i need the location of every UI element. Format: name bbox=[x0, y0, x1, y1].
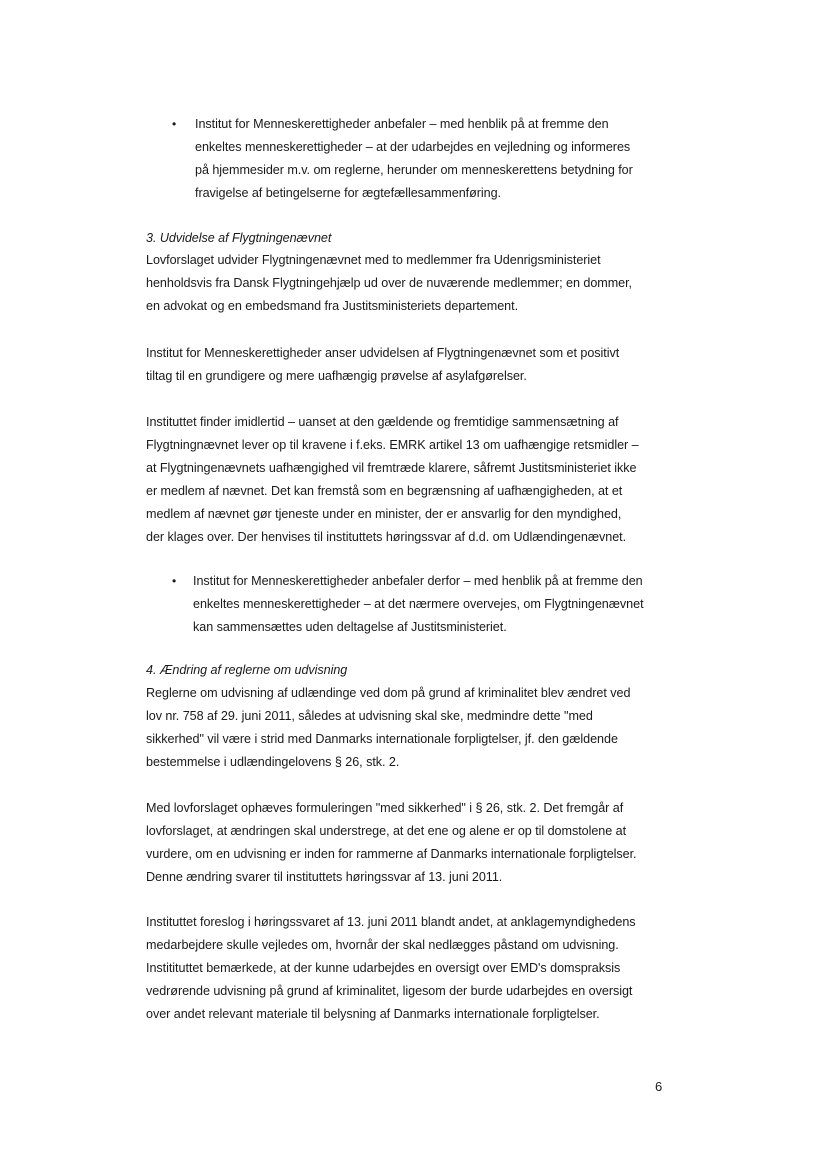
text-line: at Flygtningenævnets uafhængighed vil fremtræde klarere, såfremt Justitsministeriet ikke bbox=[146, 461, 637, 475]
text-line: vedrørende udvisning på grund af kriminalitet, ligesom der burde udarbejdes en oversigt bbox=[146, 984, 633, 998]
text-line: henholdsvis fra Dansk Flygtningehjælp ud over de nuværende medlemmer; en dommer, bbox=[146, 276, 633, 290]
text-line: Lovforslaget udvider Flygtningenævnet med to medlemmer fra Udenrigsministeriet bbox=[146, 253, 601, 267]
text-line: er medlem af nævnet. Det kan fremstå som en begrænsning af uafhængigheden, at et bbox=[146, 484, 623, 498]
bullet-line: enkeltes menneskerettigheder – at der udarbejdes en vejledning og informeres bbox=[195, 140, 631, 154]
bullet-marker: • bbox=[172, 574, 177, 588]
text-line: en advokat og en embedsmand fra Justitsministeriets departement. bbox=[146, 299, 519, 313]
text-line: Institut for Menneskerettigheder anser udvidelsen af Flygtningenævnet som et positivt bbox=[146, 346, 620, 360]
text-line: tiltag til en grundigere og mere uafhængig prøvelse af asylafgørelser. bbox=[146, 369, 527, 383]
text-line: Institituttet bemærkede, at der kunne udarbejdes en oversigt over EMD's domspraksis bbox=[146, 961, 621, 975]
text-line: lovforslaget, at ændringen skal understrege, at det ene og alene er op til domstolene at bbox=[146, 824, 627, 838]
text-line: medarbejdere skulle vejledes om, hvornår der skal nedlægges påstand om udvisning. bbox=[146, 938, 619, 952]
text-line: sikkerhed" vil være i strid med Danmarks internationale forpligtelser, jf. den gældende bbox=[146, 732, 618, 746]
text-line: lov nr. 758 af 29. juni 2011, således at udvisning skal ske, medmindre dette "med bbox=[146, 709, 593, 723]
section-heading: 4. Ændring af reglerne om udvisning bbox=[146, 663, 348, 677]
text-line: Flygtningnævnet lever op til kravene i f.eks. EMRK artikel 13 om uafhængige retsmidler – bbox=[146, 438, 639, 452]
text-line: medlem af nævnet gør tjeneste under en minister, der er ansvarlig for den myndighed, bbox=[146, 507, 622, 521]
bullet-line: på hjemmesider m.v. om reglerne, herunder om menneskerettens betydning for bbox=[195, 163, 633, 177]
text-line: bestemmelse i udlændingelovens § 26, stk. 2. bbox=[146, 755, 400, 769]
text-line: vurdere, om en udvisning er inden for rammerne af Danmarks internationale forpligtelser. bbox=[146, 847, 637, 861]
text-line: der klages over. Der henvises til instituttets høringssvar af d.d. om Udlændingenævnet. bbox=[146, 530, 627, 544]
text-line: over andet relevant materiale til belysning af Danmarks internationale forpligtelser. bbox=[146, 1007, 600, 1021]
page-number: 6 bbox=[655, 1079, 663, 1094]
bullet-marker: • bbox=[172, 117, 177, 131]
text-line: Instituttet foreslog i høringssvaret af 13. juni 2011 blandt andet, at anklagemyndighedens bbox=[146, 915, 636, 929]
bullet-line: Institut for Menneskerettigheder anbefaler – med henblik på at fremme den bbox=[195, 117, 609, 131]
text-line: Med lovforslaget ophæves formuleringen "med sikkerhed" i § 26, stk. 2. Det fremgår af bbox=[146, 801, 624, 815]
section-heading: 3. Udvidelse af Flygtningenævnet bbox=[146, 231, 332, 245]
text-line: Reglerne om udvisning af udlændinge ved dom på grund af kriminalitet blev ændret ved bbox=[146, 686, 631, 700]
text-line: Denne ændring svarer til instituttets høringssvar af 13. juni 2011. bbox=[146, 870, 503, 884]
text-line: Instituttet finder imidlertid – uanset at den gældende og fremtidige sammensætning af bbox=[146, 415, 619, 429]
bullet-line: fravigelse af betingelserne for ægtefællesammenføring. bbox=[195, 186, 501, 200]
bullet-line: enkeltes menneskerettigheder – at det nærmere overvejes, om Flygtningenævnet bbox=[193, 597, 644, 611]
bullet-line: Institut for Menneskerettigheder anbefaler derfor – med henblik på at fremme den bbox=[193, 574, 643, 588]
bullet-line: kan sammensættes uden deltagelse af Justitsministeriet. bbox=[193, 620, 507, 634]
